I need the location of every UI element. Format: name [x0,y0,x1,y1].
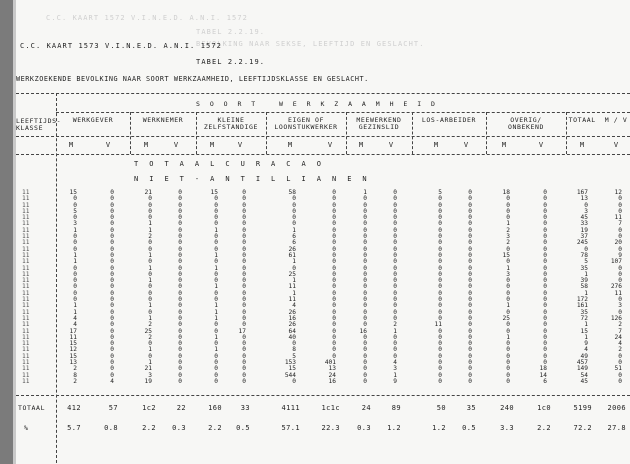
report-reference: C.C. KAART 1573 V.I.N.E.D. A.N.I. 1572 [20,42,222,50]
data-column: 1 0 0 0 0 0 0 0 0 0 0 0 0 0 0 0 0 0 0 0 0 0 16 0 0 0 0 0 0 0 0 [359,189,367,385]
sex-subheader: M [68,141,74,149]
totaal-cell: 160 [208,404,222,412]
rule [16,93,630,94]
column-divider [266,112,267,154]
totaal-cell: 35 [466,404,476,412]
column-header: MEEWERKEND GEZINSLID [356,116,402,131]
pct-cell: 0.5 [462,424,476,432]
column-header: LOS-ARBEIDER [421,116,477,124]
totaal-cell: 1c1c [321,404,340,412]
data-column: 167 13 0 3 45 33 19 37 245 0 78 5 35 1 39 58 1 172 161 35 72 1 15 1 9 4 49 457 149 54 45 [576,189,588,385]
pct-cell: 5.7 [67,424,81,432]
column-divider [486,112,487,154]
table-title: WERKZOEKENDE BEVOLKING NAAR SOORT WERKZAAMHEID, LEEFTIJDSKLASSE EN GESLACHT. [16,75,369,83]
pct-cell: 0.3 [357,424,371,432]
data-column: 15 0 0 0 0 0 1 0 0 0 1 0 1 0 0 1 0 0 1 1 1 0 0 1 0 1 0 0 0 0 0 [210,189,218,385]
data-column: 0 0 0 0 0 0 0 0 0 0 0 0 0 0 0 0 0 0 0 0 0 2 1 0 0 0 0 4 3 1 9 [393,189,397,385]
sex-subheader: V [538,141,544,149]
pct-cell: 0.3 [172,424,186,432]
section-label: T O T A A L C U R A C A O [134,160,325,168]
pct-cell: 72.2 [573,424,592,432]
column-divider [412,112,413,154]
sex-subheader: V [327,141,333,149]
sex-subheader: V [613,141,619,149]
totaal-label: TOTAAL [18,404,46,412]
pct-cell: 2.2 [537,424,551,432]
sex-subheader: V [173,141,179,149]
totaal-cell: 89 [391,404,401,412]
data-column: 58 0 0 0 0 0 1 6 6 26 61 1 0 25 1 11 1 11 4 26 16 26 64 40 0 8 5 153 15 544 0 [284,189,296,385]
rule [16,154,630,155]
pct-cell: 1.2 [387,424,401,432]
column-header: WERKNEMER [142,116,184,124]
section-label: N I E T - A N T I L L I A N E N [134,175,371,183]
data-column: 0 0 0 0 0 0 0 0 0 0 0 0 0 0 0 0 0 0 0 0 0 0 0 0 0 0 0 0 0 0 0 [468,189,472,385]
data-column: 21 0 0 0 0 1 1 2 0 0 1 0 1 0 1 0 0 0 1 0 1 2 25 2 0 1 0 1 21 3 19 [144,189,152,385]
sex-subheader: M [579,141,585,149]
sex-subheader: M [143,141,149,149]
totaal-cell: 5199 [573,404,592,412]
ghost-text-line: BEVOLKING NAAR SEKSE, LEEFTIJD EN GESLACHT. [196,40,425,48]
column-divider [130,112,131,154]
data-column: 0 0 0 0 0 0 0 0 0 0 0 0 0 0 0 0 0 0 0 0 0 0 17 0 0 0 0 0 0 0 0 [238,189,246,385]
totaal-cell: 57 [108,404,118,412]
data-column: 0 0 0 0 0 0 0 0 0 0 0 0 0 0 0 0 0 0 0 0 0 0 0 0 0 0 0 0 18 14 6 [539,189,547,385]
pct-cell: 2.2 [208,424,222,432]
pct-cell: 0.8 [104,424,118,432]
totaal-cell: 22 [176,404,186,412]
column-header: WERKGEVER [72,116,114,124]
totaal-cell: 24 [361,404,371,412]
data-column: 0 0 0 0 0 0 0 0 0 0 0 0 0 0 0 0 0 0 0 0 0 0 0 0 0 0 0 401 13 24 16 [324,189,336,385]
column-header: TOTAAL M / V [568,116,628,124]
data-column: 18 0 0 0 0 1 2 3 2 0 15 0 1 3 0 0 0 0 1 0 25 0 0 1 0 0 0 0 0 0 0 [502,189,510,385]
totaal-cell: 412 [67,404,81,412]
rule [56,112,630,113]
totaal-cell: 33 [240,404,250,412]
totaal-cell: 240 [500,404,514,412]
data-column: 12 0 0 0 11 7 0 0 20 0 9 107 0 0 0 276 11 0 3 0 126 2 7 24 4 2 0 0 51 0 0 [610,189,622,385]
pct-cell: 1.2 [432,424,446,432]
sex-subheader: V [105,141,111,149]
column-header: OVERIG/ ONBEKEND [507,116,545,131]
pct-cell: 3.3 [500,424,514,432]
column-divider [566,112,567,154]
totaal-cell: 1c0 [537,404,551,412]
sex-subheader: V [388,141,394,149]
totaal-cell: 50 [436,404,446,412]
data-column: 15 0 0 5 0 3 1 0 0 0 1 1 0 0 0 0 0 0 1 1 4 4 17 11 15 12 15 13 2 8 2 [69,189,77,385]
pct-cell: 27.8 [607,424,626,432]
sex-subheader: M [358,141,364,149]
paper-sheet [16,0,630,464]
pct-cell: 57.1 [281,424,300,432]
pct-cell: 22.3 [321,424,340,432]
column-header: KLEINE ZELFSTANDIGE [203,116,259,131]
column-divider [196,112,197,154]
data-column: 0 0 0 0 0 0 0 0 0 0 0 0 0 0 0 0 0 0 0 0 0 0 0 0 0 0 0 0 0 0 0 [178,189,182,385]
sex-subheader: M [433,141,439,149]
pct-cell: 2.2 [142,424,156,432]
group-header: S O O R T W E R K Z A A M H E I D [196,100,438,108]
sex-subheader: M [501,141,507,149]
totaal-cell: 1c2 [142,404,156,412]
rule [16,136,630,137]
table-number: TABEL 2.2.19. [196,58,266,66]
row-code-column: 11 11 11 11 11 11 11 11 11 11 11 11 11 11 11 11 11 11 11 11 11 11 11 11 11 11 11 11 11 11 11 [22,189,30,385]
pct-label: % [24,424,29,432]
pct-cell: 0.5 [236,424,250,432]
sex-subheader: M [209,141,215,149]
sex-subheader: V [463,141,469,149]
column-header: EIGEN OF LOONSTUKWERKER [274,116,338,131]
sex-subheader: M [287,141,293,149]
sex-subheader: V [237,141,243,149]
totaal-cell: 2006 [607,404,626,412]
ghost-text-line: TABEL 2.2.19. [196,28,266,36]
page-binding-edge [0,0,16,464]
ghost-text-line: C.C. KAART 1572 V.I.N.E.D. A.N.I. 1572 [46,14,248,22]
totaal-cell: 4111 [281,404,300,412]
column-divider [346,112,347,154]
data-column: 0 0 0 0 0 0 0 0 0 0 0 0 0 0 0 0 0 0 0 0 0 0 0 0 0 0 0 0 0 0 4 [110,189,114,385]
data-column: 5 0 0 0 0 0 0 0 0 0 0 0 0 0 0 0 0 0 0 0 0 11 0 0 0 0 0 0 0 0 0 [434,189,442,385]
row-header: LEEFTIJDS- KLASSE [16,117,62,132]
rule [16,395,630,396]
